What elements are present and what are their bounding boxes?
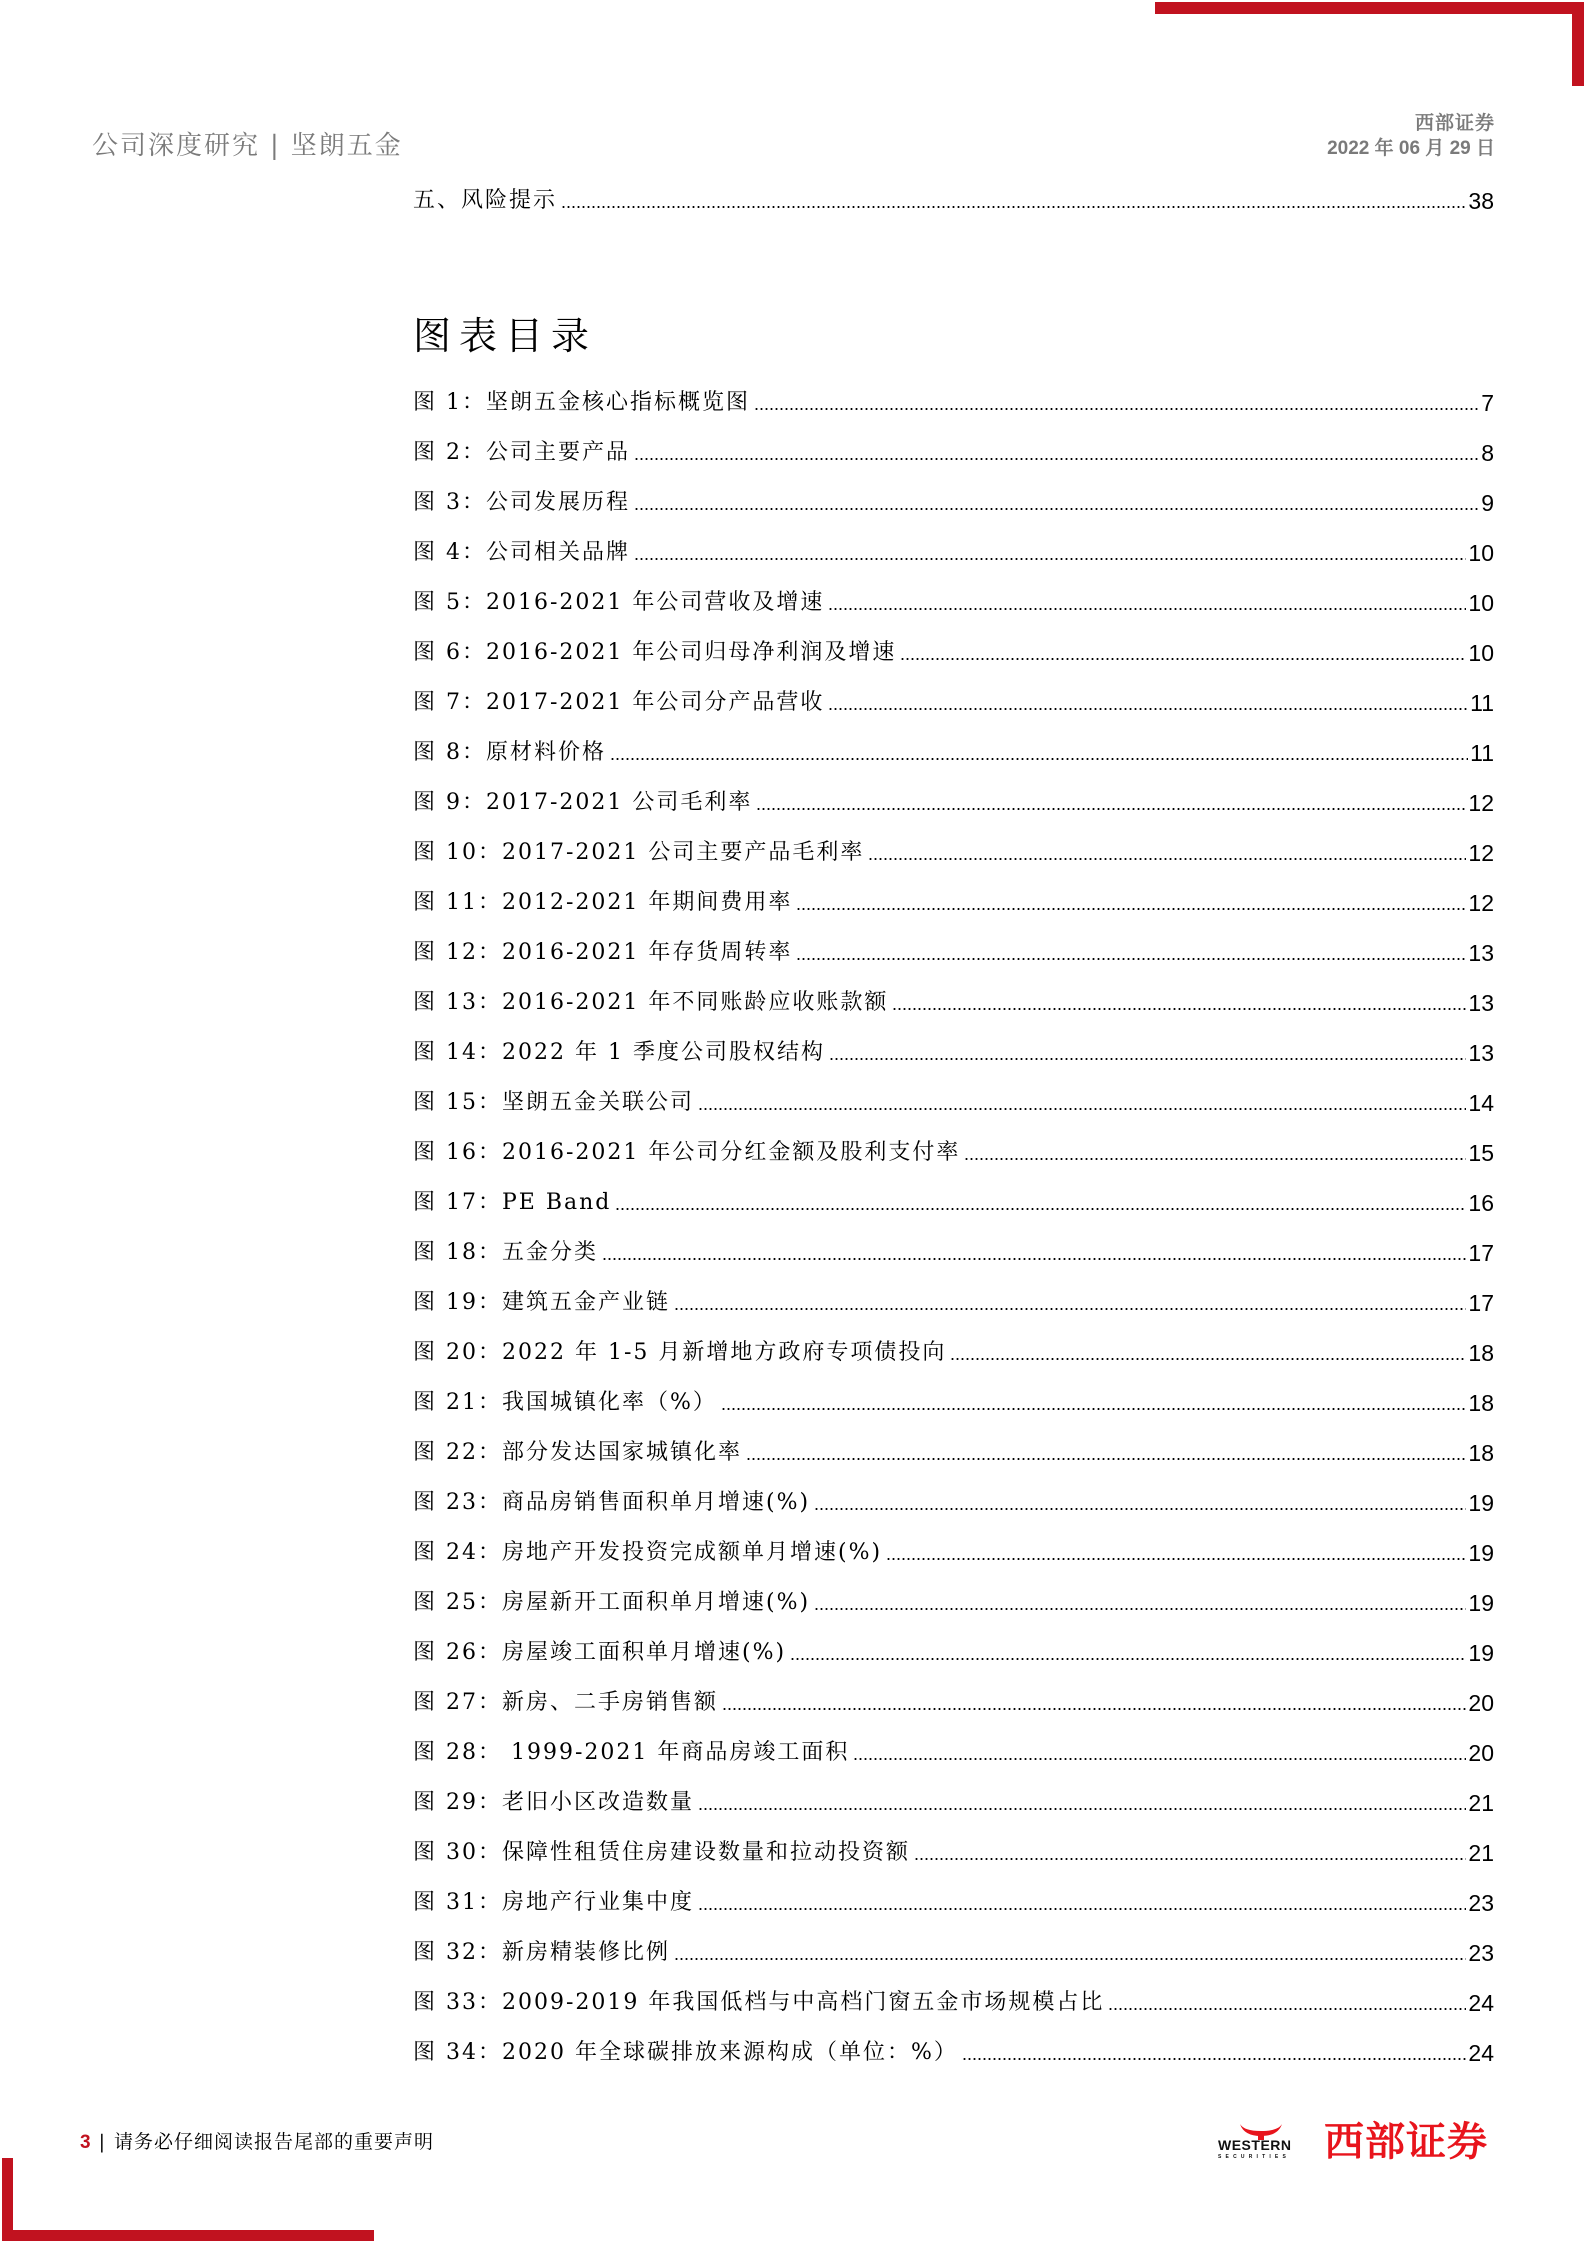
toc-entry[interactable] bbox=[413, 488, 1494, 518]
figure-number: 图 17： bbox=[413, 1190, 502, 1215]
logo-english-sub: SECURITIES bbox=[1218, 2154, 1291, 2160]
footer-red-bar bbox=[2, 2230, 374, 2241]
dot-leader bbox=[828, 708, 1468, 710]
figure-number: 图 16： bbox=[413, 1140, 502, 1165]
figure-title: 2020 年全球碳排放来源构成（单位：%） bbox=[502, 2040, 958, 2065]
figure-number: 图 34： bbox=[413, 2040, 502, 2065]
dot-leader bbox=[829, 1058, 1466, 1060]
report-header-meta bbox=[1327, 110, 1495, 162]
toc-entry-page: 11 bbox=[1470, 690, 1494, 716]
figure-title: 保障性租赁住房建设数量和拉动投资额 bbox=[502, 1840, 911, 1865]
figure-number: 图 11： bbox=[413, 890, 502, 915]
figure-number: 图 23： bbox=[413, 1490, 502, 1515]
toc-entry-label bbox=[413, 488, 630, 518]
toc-entry-label bbox=[413, 1588, 810, 1618]
toc-entry[interactable] bbox=[413, 1238, 1494, 1268]
figure-title: 五金分类 bbox=[502, 1240, 599, 1265]
toc-entry[interactable] bbox=[413, 538, 1494, 568]
toc-entry[interactable] bbox=[413, 638, 1494, 668]
header-red-bar bbox=[1155, 2, 1572, 14]
dot-leader bbox=[886, 1558, 1466, 1560]
toc-entry-page: 8 bbox=[1481, 440, 1494, 466]
logo-chinese-name: 西部证券 bbox=[1324, 2119, 1488, 2165]
dot-leader bbox=[950, 1358, 1466, 1360]
toc-entry[interactable] bbox=[413, 738, 1494, 768]
toc-entry-label bbox=[413, 1088, 694, 1118]
report-type: 公司深度研究 bbox=[92, 131, 261, 161]
dot-leader bbox=[892, 1008, 1466, 1010]
figure-title: 公司相关品牌 bbox=[486, 540, 631, 565]
dot-leader bbox=[796, 958, 1466, 960]
toc-entry-label bbox=[413, 388, 750, 418]
figure-number: 图 1： bbox=[413, 390, 486, 415]
toc-entry-risk[interactable] bbox=[413, 186, 1494, 216]
figure-title: 2017-2021 公司主要产品毛利率 bbox=[502, 840, 865, 865]
report-header-title bbox=[92, 128, 403, 164]
figure-number: 图 15： bbox=[413, 1090, 502, 1115]
dot-leader bbox=[900, 658, 1466, 660]
toc-entry[interactable] bbox=[413, 838, 1494, 868]
dot-leader bbox=[790, 1658, 1466, 1660]
dot-leader bbox=[698, 1808, 1466, 1810]
toc-entry-label bbox=[413, 938, 792, 968]
toc-entry[interactable] bbox=[413, 1688, 1494, 1718]
dot-leader bbox=[868, 858, 1466, 860]
toc-entry[interactable] bbox=[413, 1638, 1494, 1668]
figure-title: 商品房销售面积单月增速(%) bbox=[502, 1490, 811, 1515]
toc-entry-page: 23 bbox=[1468, 1940, 1494, 1966]
toc-entry-page: 7 bbox=[1481, 390, 1494, 416]
toc-entry-label bbox=[413, 438, 630, 468]
toc-entry-page: 13 bbox=[1468, 940, 1494, 966]
figure-number: 图 7： bbox=[413, 690, 486, 715]
figure-title: 原材料价格 bbox=[486, 740, 607, 765]
report-date: 2022 年 06 月 29 日 bbox=[1327, 138, 1495, 159]
figure-number: 图 32： bbox=[413, 1940, 502, 1965]
toc-entry[interactable] bbox=[413, 688, 1494, 718]
figure-number: 图 19： bbox=[413, 1290, 502, 1315]
figure-number: 图 3： bbox=[413, 490, 486, 515]
toc-entry[interactable] bbox=[413, 1888, 1494, 1918]
figure-title: 2012-2021 年期间费用率 bbox=[502, 890, 793, 915]
toc-entry-page: 18 bbox=[1468, 1440, 1494, 1466]
dot-leader bbox=[674, 1958, 1466, 1960]
toc-entry-page: 10 bbox=[1468, 590, 1494, 616]
figure-number: 图 20： bbox=[413, 1340, 502, 1365]
toc-entry[interactable] bbox=[413, 788, 1494, 818]
toc-entry-page: 19 bbox=[1468, 1540, 1494, 1566]
header-red-corner-bar bbox=[1572, 2, 1584, 86]
figure-title: 公司主要产品 bbox=[486, 440, 631, 465]
dot-leader bbox=[962, 2058, 1467, 2060]
logo-english-name: WESTERN bbox=[1218, 2137, 1292, 2153]
dot-leader bbox=[634, 508, 1479, 510]
toc-entry-label bbox=[413, 638, 896, 668]
toc-entry-label bbox=[413, 1038, 825, 1068]
toc-entry-label bbox=[413, 788, 752, 818]
figure-number: 图 31： bbox=[413, 1890, 502, 1915]
figure-number: 图 22： bbox=[413, 1440, 502, 1465]
toc-entry[interactable] bbox=[413, 1938, 1494, 1968]
toc-entry-page: 18 bbox=[1468, 1340, 1494, 1366]
toc-entry-label bbox=[413, 1488, 810, 1518]
toc-entry[interactable] bbox=[413, 1788, 1494, 1818]
toc-entry-page: 10 bbox=[1468, 540, 1494, 566]
dot-leader bbox=[615, 1208, 1466, 1210]
figure-title: 2016-2021 年公司归母净利润及增速 bbox=[486, 640, 897, 665]
figure-title: 2016-2021 年公司分红金额及股利支付率 bbox=[502, 1140, 961, 1165]
figure-title: 公司发展历程 bbox=[486, 490, 631, 515]
toc-entry[interactable] bbox=[413, 1838, 1494, 1868]
toc-entry[interactable] bbox=[413, 1438, 1494, 1468]
figure-number: 图 10： bbox=[413, 840, 502, 865]
figure-title: 2022 年 1 季度公司股权结构 bbox=[502, 1040, 825, 1065]
disclaimer-text: 请务必仔细阅读报告尾部的重要声明 bbox=[113, 2131, 434, 2153]
figure-number: 图 2： bbox=[413, 440, 486, 465]
dot-leader bbox=[914, 1858, 1466, 1860]
toc-entry[interactable] bbox=[413, 1738, 1494, 1768]
toc-entry-label bbox=[413, 738, 606, 768]
toc-entry-label bbox=[413, 1938, 670, 1968]
toc-entry-label: 五、风险提示 bbox=[413, 188, 558, 213]
figure-title: 2022 年 1-5 月新增地方政府专项债投向 bbox=[502, 1340, 947, 1365]
figure-title: 坚朗五金核心指标概览图 bbox=[486, 390, 751, 415]
toc-entry-page: 15 bbox=[1468, 1140, 1494, 1166]
toc-entry-label bbox=[413, 1838, 910, 1868]
figure-number: 图 21： bbox=[413, 1390, 502, 1415]
toc-entry[interactable] bbox=[413, 938, 1494, 968]
toc-entry-label bbox=[413, 988, 888, 1018]
toc-entry[interactable] bbox=[413, 438, 1494, 468]
figure-number: 图 12： bbox=[413, 940, 502, 965]
toc-entry[interactable] bbox=[413, 1588, 1494, 1618]
dot-leader bbox=[853, 1758, 1466, 1760]
toc-entry-label bbox=[413, 688, 824, 718]
dot-leader bbox=[561, 206, 1466, 208]
toc-entry[interactable] bbox=[413, 1288, 1494, 1318]
figure-number: 图 14： bbox=[413, 1040, 502, 1065]
toc-entry-page: 13 bbox=[1468, 1040, 1494, 1066]
toc-entry[interactable] bbox=[413, 388, 1494, 418]
dot-leader bbox=[698, 1108, 1466, 1110]
toc-entry-label bbox=[413, 1338, 946, 1368]
toc-entry[interactable] bbox=[413, 1388, 1494, 1418]
figure-number: 图 28： bbox=[413, 1740, 502, 1765]
toc-entry-page: 13 bbox=[1468, 990, 1494, 1016]
toc-entry-page: 17 bbox=[1468, 1240, 1494, 1266]
toc-entry[interactable] bbox=[413, 1538, 1494, 1568]
toc-entry-label bbox=[413, 888, 792, 918]
toc-entry-page: 38 bbox=[1468, 188, 1494, 214]
figure-number: 图 8： bbox=[413, 740, 486, 765]
figure-number: 图 26： bbox=[413, 1640, 502, 1665]
dot-leader bbox=[698, 1908, 1466, 1910]
toc-entry-page: 24 bbox=[1468, 2040, 1494, 2066]
toc-entry-page: 19 bbox=[1468, 1640, 1494, 1666]
dot-leader bbox=[610, 758, 1468, 760]
dot-leader bbox=[722, 1708, 1466, 1710]
toc-entry[interactable] bbox=[413, 2038, 1494, 2068]
figure-title: 部分发达国家城镇化率 bbox=[502, 1440, 743, 1465]
toc-entry-label bbox=[413, 1538, 882, 1568]
dot-leader bbox=[814, 1508, 1466, 1510]
dot-leader bbox=[602, 1258, 1466, 1260]
figure-title: PE Band bbox=[502, 1190, 612, 1215]
dot-leader bbox=[634, 458, 1479, 460]
toc-entry[interactable] bbox=[413, 588, 1494, 618]
toc-entry-label bbox=[413, 1438, 742, 1468]
figure-title: 坚朗五金关联公司 bbox=[502, 1090, 695, 1115]
figure-title: 房地产行业集中度 bbox=[502, 1890, 695, 1915]
dot-leader bbox=[756, 808, 1466, 810]
figure-number: 图 25： bbox=[413, 1590, 502, 1615]
figure-title: 2009-2019 年我国低档与中高档门窗五金市场规模占比 bbox=[502, 1990, 1105, 2015]
toc-entry-page: 21 bbox=[1468, 1790, 1494, 1816]
figure-title: 1999-2021 年商品房竣工面积 bbox=[502, 1740, 850, 1765]
toc-entry-label bbox=[413, 1388, 717, 1418]
toc-entry-label bbox=[413, 538, 630, 568]
page-number: 3 bbox=[80, 2132, 91, 2153]
toc-entry-page: 19 bbox=[1468, 1590, 1494, 1616]
figure-title: 我国城镇化率（%） bbox=[502, 1390, 717, 1415]
figure-number: 图 5： bbox=[413, 590, 486, 615]
figure-title: 房地产开发投资完成额单月增速(%) bbox=[502, 1540, 883, 1565]
toc-entry-page: 18 bbox=[1468, 1390, 1494, 1416]
toc-entry-page: 14 bbox=[1468, 1090, 1494, 1116]
header-separator: | bbox=[270, 131, 281, 161]
figure-title: 新房、二手房销售额 bbox=[502, 1690, 719, 1715]
figure-number: 图 18： bbox=[413, 1240, 502, 1265]
figure-title: 建筑五金产业链 bbox=[502, 1290, 671, 1315]
dot-leader bbox=[814, 1608, 1466, 1610]
toc-entry[interactable] bbox=[413, 1138, 1494, 1168]
toc-entry-page: 17 bbox=[1468, 1290, 1494, 1316]
footer-disclaimer bbox=[80, 2128, 434, 2157]
footer-red-corner-bar bbox=[2, 2158, 13, 2241]
figure-number: 图 13： bbox=[413, 990, 502, 1015]
toc-entry-page: 23 bbox=[1468, 1890, 1494, 1916]
toc-entry-label bbox=[413, 1988, 1104, 2018]
toc-entry-label bbox=[413, 1638, 786, 1668]
toc-entry-page: 9 bbox=[1481, 490, 1494, 516]
dot-leader bbox=[828, 608, 1466, 610]
dot-leader bbox=[674, 1308, 1466, 1310]
figure-number: 图 4： bbox=[413, 540, 486, 565]
toc-entry-page: 24 bbox=[1468, 1990, 1494, 2016]
figure-title: 2016-2021 年公司营收及增速 bbox=[486, 590, 825, 615]
footer-separator: | bbox=[98, 2131, 106, 2153]
dot-leader bbox=[721, 1408, 1467, 1410]
dot-leader bbox=[796, 908, 1466, 910]
toc-entry-label bbox=[413, 1288, 670, 1318]
figure-title: 房屋竣工面积单月增速(%) bbox=[502, 1640, 787, 1665]
toc-entry-page: 12 bbox=[1468, 890, 1494, 916]
toc-entry-label bbox=[413, 1238, 598, 1268]
dot-leader bbox=[1108, 2008, 1466, 2010]
figure-number: 图 9： bbox=[413, 790, 486, 815]
toc-entry[interactable] bbox=[413, 1988, 1494, 2018]
figure-title: 新房精装修比例 bbox=[502, 1940, 671, 1965]
toc-entry-page: 20 bbox=[1468, 1740, 1494, 1766]
toc-entry-label bbox=[413, 1688, 718, 1718]
figure-number: 图 27： bbox=[413, 1690, 502, 1715]
toc-entry[interactable] bbox=[413, 1488, 1494, 1518]
toc-entry[interactable] bbox=[413, 1188, 1494, 1218]
publisher-name: 西部证券 bbox=[1414, 112, 1495, 134]
toc-entry-label bbox=[413, 2038, 958, 2068]
figure-number: 图 30： bbox=[413, 1840, 502, 1865]
toc-entry-label bbox=[413, 1888, 694, 1918]
toc-entry[interactable] bbox=[413, 1088, 1494, 1118]
figure-number: 图 24： bbox=[413, 1540, 502, 1565]
toc-entry-label bbox=[413, 1738, 849, 1768]
figure-title: 老旧小区改造数量 bbox=[502, 1790, 695, 1815]
toc-entry-page: 20 bbox=[1468, 1690, 1494, 1716]
toc-entry-page: 16 bbox=[1468, 1190, 1494, 1216]
company-subject: 坚朗五金 bbox=[290, 131, 403, 161]
toc-entry-label bbox=[413, 838, 864, 868]
figure-title: 2016-2021 年存货周转率 bbox=[502, 940, 793, 965]
toc-entry-label bbox=[413, 1788, 694, 1818]
figure-title: 房屋新开工面积单月增速(%) bbox=[502, 1590, 811, 1615]
dot-leader bbox=[746, 1458, 1466, 1460]
toc-entry[interactable] bbox=[413, 888, 1494, 918]
toc-entry-page: 11 bbox=[1470, 740, 1494, 766]
figure-title: 2017-2021 年公司分产品营收 bbox=[486, 690, 825, 715]
dot-leader bbox=[964, 1158, 1466, 1160]
figure-number: 图 29： bbox=[413, 1790, 502, 1815]
figure-number: 图 6： bbox=[413, 640, 486, 665]
figure-title: 2017-2021 公司毛利率 bbox=[486, 790, 753, 815]
dot-leader bbox=[754, 408, 1479, 410]
figure-title: 2016-2021 年不同账龄应收账款额 bbox=[502, 990, 889, 1015]
toc-entry[interactable] bbox=[413, 1038, 1494, 1068]
toc-entry[interactable] bbox=[413, 988, 1494, 1018]
toc-entry-page: 19 bbox=[1468, 1490, 1494, 1516]
western-securities-logo bbox=[1218, 2122, 1308, 2164]
toc-entry-label bbox=[413, 1138, 960, 1168]
toc-entry-label bbox=[413, 1188, 611, 1218]
toc-entry-page: 12 bbox=[1468, 840, 1494, 866]
toc-entry[interactable] bbox=[413, 1338, 1494, 1368]
toc-entry-page: 21 bbox=[1468, 1840, 1494, 1866]
dot-leader bbox=[634, 558, 1466, 560]
toc-entry-label bbox=[413, 588, 824, 618]
figure-toc-title: 图表目录 bbox=[413, 314, 598, 358]
figure-number: 图 33： bbox=[413, 1990, 502, 2015]
toc-entry-page: 10 bbox=[1468, 640, 1494, 666]
toc-entry-page: 12 bbox=[1468, 790, 1494, 816]
